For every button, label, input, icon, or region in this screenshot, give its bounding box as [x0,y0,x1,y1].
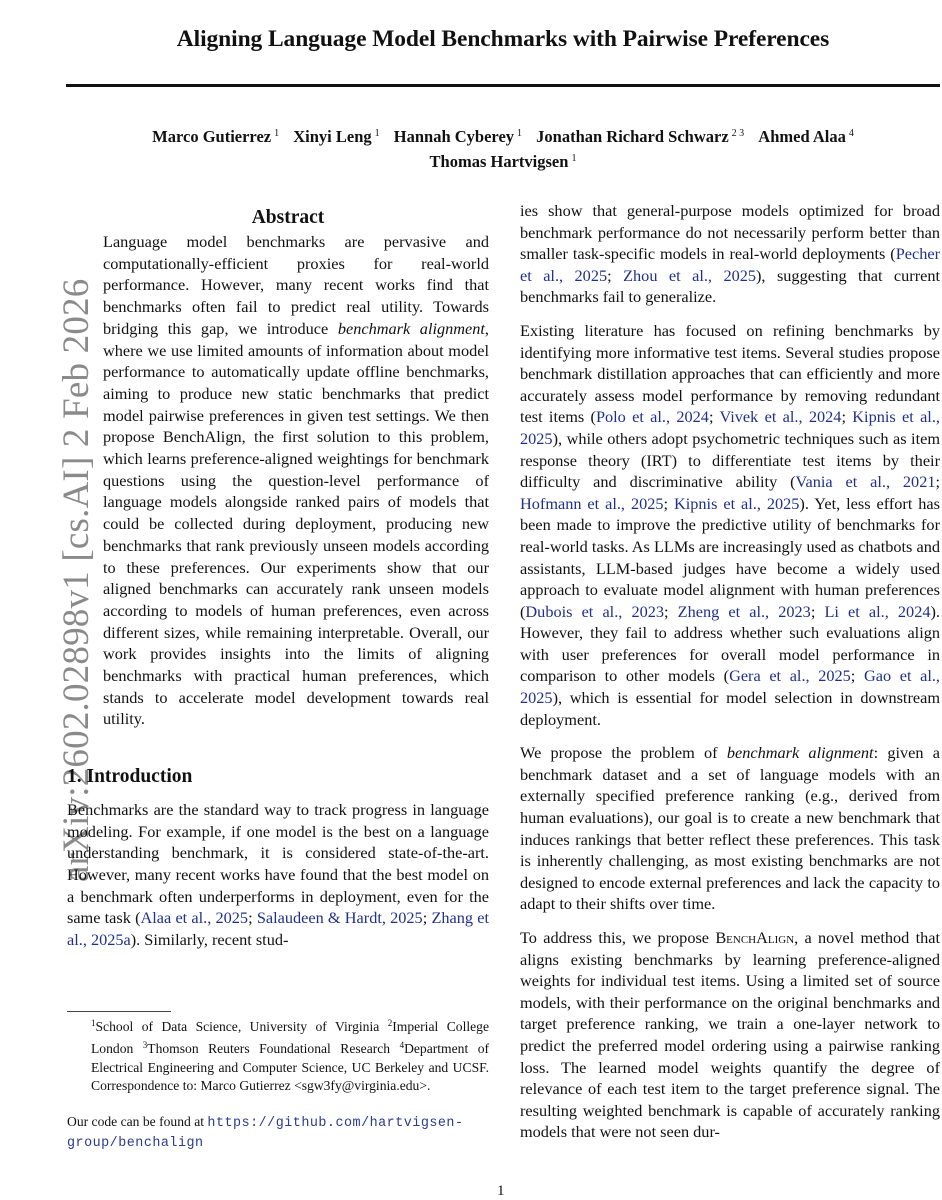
citation-link[interactable]: Hofmann et al., 2025 [520,493,664,513]
intro-paragraph-1-continued: ies show that general-purpose models optimized for broad benchmark performance do not necessarily perform better than smaller task-specific models in real-world deployments (Pecher et al., 2025; Zhou et al., 2025), suggesting that current benchmarks fail to generalize. [520,201,941,307]
intro-paragraph-2: Existing literature has focused on refining benchmarks by identifying more informative test items. Several studies propose benchmark distillation approaches that can efficiently and more accurately assess model performance by removing redundant test items (Polo et al., 2024; Vivek et al., 2024; Kipnis et al., 2025), while others adopt psychometric techniques such as item response theory (IRT) to differentiate test items by their difficulty and discriminative ability (Vania et al., 2021; Hofmann et al., 2025; Kipnis et al., 2025). Yet, less effort has been made to improve the predictive utility of benchmarks for real-world tasks. As LLMs are increasingly used as chatbots and assistants, LLM-based judges have become a widely used approach to evaluate model alignment with human preferences (Dubois et al., 2023; Zheng et al., 2023; Li et al., 2024). However, they fail to address whether such evaluations align with user preferences for overall model performance in comparison to other models (Gera et al., 2025; Gao et al., 2025), which is essential for model selection in downstream deployment. [520,320,941,729]
citation-link[interactable]: Dubois et al., 2023 [525,601,665,621]
intro-paragraph-3: We propose the problem of benchmark alignment: given a benchmark dataset and a set of language models with an externally specified preference ranking (e.g., derived from human evaluations), our goal is to create a new benchmark that induces rankings that better reflect these preferences. This task is inherently challenging, as most existing benchmarks are not designed to encode external preferences and lack the capacity to adapt to their shifts over time. [520,743,940,914]
author: Xinyi Leng $^1$ [293,127,380,146]
citation-link[interactable]: Vania et al., 2021 [795,472,936,492]
citation-link[interactable]: Kipnis et al., 2025 [673,493,800,513]
footnote-rule [67,1011,171,1012]
author: Jonathan Richard Schwarz $^{2 3}$ [536,127,745,146]
footnotes [67,1014,489,1154]
citation-link[interactable]: Zhang et al., 2025a [67,908,489,949]
citation-link[interactable]: Pecher et al., 2025 [520,244,940,285]
arxiv-stamp-text: arXiv:2602.02898v1 [cs.AI] 2 Feb 2026 [56,278,97,882]
abstract-heading: Abstract [251,207,325,228]
abstract-text: Language model benchmarks are pervasive and computationally-efficient proxies for real-world performance. However, many recent works find that benchmarks often fail to predict real utility. Towards bridging this gap, we introduce benchmark alignment, where we use limited amounts of information about model performance to automatically update offline benchmarks, aiming to produce new static benchmarks that predict model pairwise preferences in given test settings. We then propose BenchAlign, the first solution to this problem, which learns preference-aligned weightings for benchmark questions using the question-level performance of language models alongside ranked pairs of models that could be collected during deployment, producing new benchmarks that rank previously unseen models according to these preferences. Our experiments show that our aligned benchmarks can accurately rank unseen models according to models of human preferences, even across different sizes, while remaining interpretable. Overall, our work provides insights into the limits of aligning benchmarks with practical human preferences, which stands to accelerate model development towards real utility. [103,232,489,729]
code-availability-note: Our code can be found at https://github.com/hartvigsen-group/benchalign [67,1114,464,1152]
intro-paragraph-4: To address this, we propose BenchAlign, a novel method that aligns existing benchmarks by learning preference-aligned weights for individual test items. Using a limited set of source models, with their performance on the original benchmarks and target preference ranking, we train a one-layer network to predict the preferred model ordering using a pairwise ranking loss. The learned model weights quantify the degree of relevance of each test item to the target preference signal. The resulting weighted benchmark is capable of accurately ranking models that were not seen dur- [520,928,940,1142]
citation-link[interactable]: Zhou et al., 2025 [623,265,757,285]
affiliation-footnote: $^1$School of Data Science, University of Virginia $^2$Imperial College London $^3$Thomson Reuters Foundational Research $^4$Department of Electrical Engineering and Computer Science, UC Berkeley and UCSF. Correspondence to: Marco Gutierrez <sgw3fy@virginia.edu>. [91,1018,490,1093]
arxiv-stamp [2,272,97,882]
github-link[interactable]: https://github.com/hartvigsen-group/benchalign [67,1116,464,1152]
intro-paragraph-1: Benchmarks are the standard way to track progress in language modeling. For example, if one model is the best on a language understanding benchmark, it is considered state-of-the-art. However, many recent works have found that the best model on a benchmark often underperforms in deployment, even for the same task (Alaa et al., 2025; Salaudeen & Hardt, 2025; Zhang et al., 2025a). Similarly, recent stud- [67,800,489,949]
section-heading-introduction: 1. Introduction [67,766,193,788]
paper-title: Aligning Language Model Benchmarks with Pairwise Preferences [176,26,830,52]
citation-link[interactable]: Polo et al., 2024 [595,407,709,427]
citation-link[interactable]: Vivek et al., 2024 [719,407,842,427]
citation-link[interactable]: Li et al., 2024 [824,601,931,621]
citation-link[interactable]: Salaudeen & Hardt, 2025 [256,908,423,928]
page-number: 1 [497,1183,505,1199]
left-column [67,200,489,950]
method-name: BenchAlign [715,928,795,947]
author: Thomas Hartvigsen $^1$ [429,152,577,171]
citation-link[interactable]: Gera et al., 2025 [729,666,851,686]
author: Ahmed Alaa $^4$ [758,127,854,146]
citation-link[interactable]: Zheng et al., 2023 [677,601,811,621]
title-rule [66,84,940,87]
right-column [520,200,940,1143]
author: Hannah Cyberey $^1$ [393,127,523,146]
citation-link[interactable]: Gao et al., 2025 [520,666,940,708]
author: Marco Gutierrez $^1$ [152,127,280,146]
citation-link[interactable]: Kipnis et al., 2025 [520,407,940,448]
author-list [66,123,940,173]
citation-link[interactable]: Alaa et al., 2025 [140,908,249,928]
